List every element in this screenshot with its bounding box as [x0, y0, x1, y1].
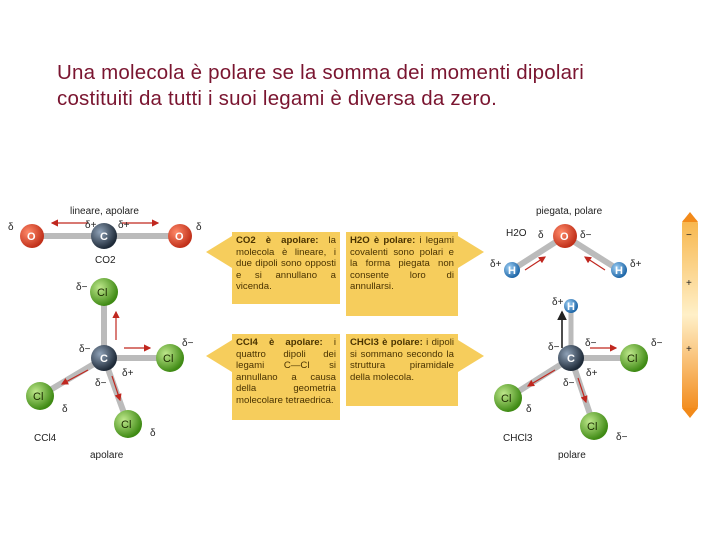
delta-label: δ — [196, 222, 202, 233]
chcl3-formula: CHCl3 — [503, 433, 533, 444]
atom-label: O — [27, 231, 36, 243]
co2-geometry-label: lineare, apolare — [70, 206, 139, 217]
delta-label: δ — [8, 222, 14, 233]
delta-label: δ− — [585, 338, 597, 349]
h2o-formula: H2O — [506, 228, 527, 239]
atom-label: Cl — [163, 353, 174, 365]
delta-label: δ+ — [630, 259, 642, 270]
atom-label: Cl — [627, 353, 638, 365]
bar-sign-upper: + — [686, 278, 692, 289]
box-text: i legami covalenti sono polari e la forma piegata non consente loro di annullarsi. — [350, 235, 454, 292]
bar-sign-lower: + — [686, 344, 692, 355]
atom-label: O — [560, 231, 569, 243]
co2-explanation-box — [232, 232, 340, 304]
callout-pointer — [206, 340, 232, 372]
co2-molecule — [8, 206, 202, 266]
box-text: la molecola è lineare, i due dipoli sono opposti e si annullano a vicenda. — [236, 235, 336, 292]
callout-pointer — [206, 236, 232, 268]
atom-label: H — [615, 265, 623, 277]
h2o-explanation-box — [346, 232, 458, 316]
delta-label: δ− — [95, 378, 107, 389]
atom-label: Cl — [33, 391, 44, 403]
ccl4-explanation-box — [232, 334, 340, 420]
delta-label: δ+ — [552, 297, 564, 308]
delta-label: δ− — [563, 378, 575, 389]
ccl4-polarity: apolare — [90, 450, 124, 461]
delta-label: δ+ — [122, 368, 134, 379]
atom-label: Cl — [97, 287, 108, 299]
atom-label: C — [100, 353, 108, 365]
delta-label: δ− — [182, 338, 194, 349]
box-heading: CHCl3 è polare: — [350, 337, 423, 348]
delta-label: δ− — [79, 344, 91, 355]
callout-pointer — [458, 340, 484, 372]
h2o-molecule — [490, 206, 642, 278]
delta-label: δ — [538, 230, 544, 241]
delta-label: δ+ — [586, 368, 598, 379]
ccl4-molecule — [26, 278, 194, 461]
headline: Una molecola è polare se la somma dei momenti dipolari costituiti da tutti i suoi legami è diversa da zero. — [57, 61, 584, 110]
delta-label: δ — [62, 404, 68, 415]
box-heading: CO2 è apolare: — [236, 235, 319, 246]
delta-label: δ− — [616, 432, 628, 443]
box-heading: CCl4 è apolare: — [236, 337, 323, 348]
delta-label: δ — [150, 428, 156, 439]
atom-label: H — [567, 301, 575, 313]
delta-label: δ+ — [490, 259, 502, 270]
chcl3-molecule — [494, 297, 663, 461]
box-heading: H2O è polare: — [350, 235, 416, 246]
box-text: i quattro dipoli dei legami C—Cl si annullano a causa della geometria molecolare tetraedrica. — [236, 337, 336, 406]
h2o-geometry-label: piegata, polare — [536, 206, 603, 217]
co2-formula: CO2 — [95, 255, 116, 266]
ccl4-formula: CCl4 — [34, 433, 57, 444]
chcl3-explanation-box — [346, 334, 458, 406]
delta-label: δ+ — [85, 220, 97, 231]
bar-sign-top: − — [686, 230, 692, 241]
delta-label: δ — [526, 404, 532, 415]
delta-label: δ− — [580, 230, 592, 241]
delta-label: δ− — [76, 282, 88, 293]
polarity-scale — [682, 212, 698, 418]
box-text: i dipoli si sommano secondo la struttura piramidale della molecola. — [350, 337, 454, 383]
atom-label: C — [100, 231, 108, 243]
atom-label: Cl — [501, 393, 512, 405]
callout-pointer — [458, 236, 484, 268]
atom-label: O — [175, 231, 184, 243]
atom-label: C — [567, 353, 575, 365]
delta-label: δ+ — [118, 220, 130, 231]
atom-label: H — [508, 265, 516, 277]
atom-label: Cl — [587, 421, 598, 433]
chcl3-polarity: polare — [558, 450, 586, 461]
chcl3-dipole — [528, 370, 555, 386]
delta-label: δ− — [651, 338, 663, 349]
delta-label: δ− — [548, 342, 560, 353]
atom-label: Cl — [121, 419, 132, 431]
polarity-bar — [682, 218, 698, 412]
